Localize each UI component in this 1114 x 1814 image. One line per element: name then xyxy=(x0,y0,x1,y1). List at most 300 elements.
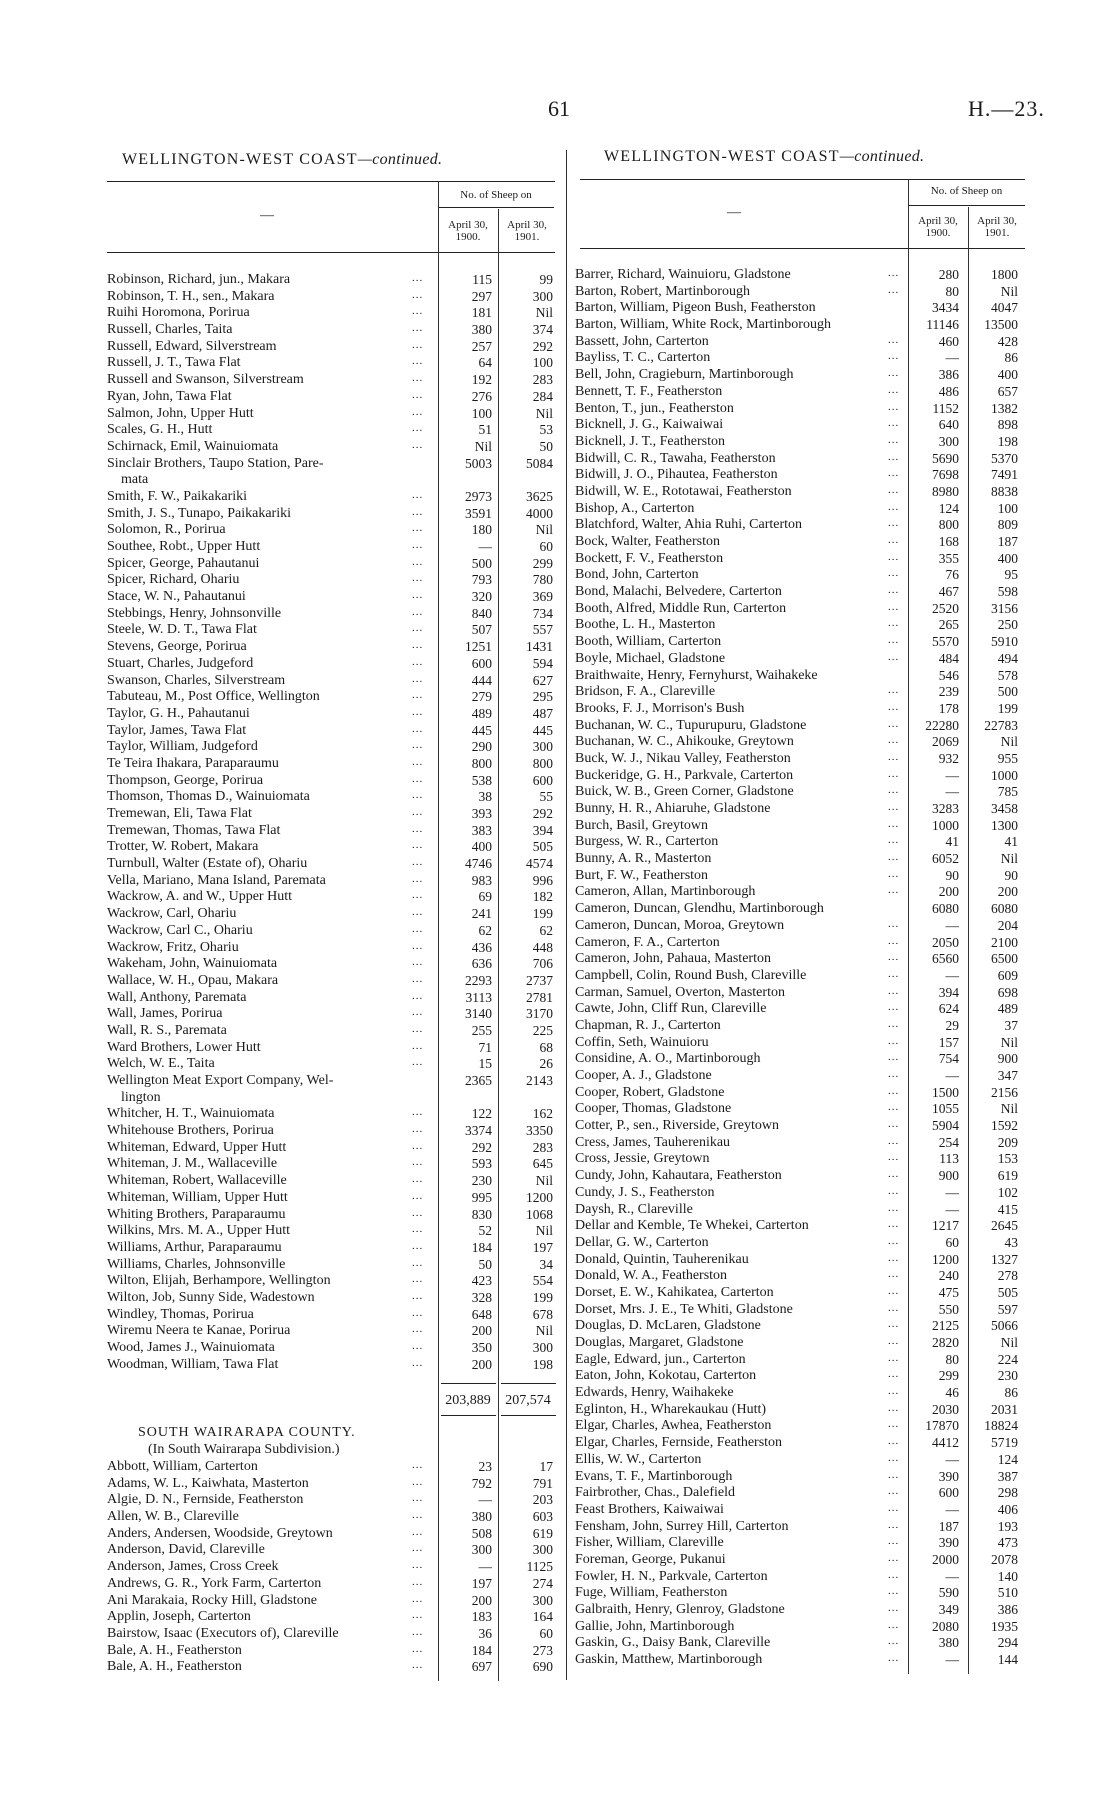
dot-leader: ... xyxy=(888,283,900,296)
sheep-1901: 645 xyxy=(532,1156,553,1172)
dot-leader: ... xyxy=(888,1017,900,1030)
sheep-1900: 489 xyxy=(471,705,492,721)
dot-leader: ... xyxy=(888,1218,900,1231)
table-row xyxy=(107,1643,557,1660)
owner-name: Campbell, Colin, Round Bush, Clareville xyxy=(575,967,807,983)
dot-leader: ... xyxy=(888,550,900,563)
dot-leader: ... xyxy=(412,272,424,284)
sheep-1900: 122 xyxy=(471,1106,492,1122)
sheep-1901: 43 xyxy=(1004,1234,1018,1250)
table-row xyxy=(575,1318,1025,1335)
sheep-1900: 349 xyxy=(938,1602,959,1617)
dot-leader: ... xyxy=(412,1289,424,1302)
table-row xyxy=(575,1068,1025,1085)
owner-name: Williams, Arthur, Paraparaumu xyxy=(107,1239,282,1255)
table-row xyxy=(575,1268,1025,1285)
dot-leader: ... xyxy=(888,1001,900,1014)
dot-leader: ... xyxy=(888,1518,900,1531)
right-table-body xyxy=(575,267,1025,1669)
table-row xyxy=(107,1476,557,1493)
owner-name: Steele, W. D. T., Tawa Flat xyxy=(107,622,257,638)
dot-leader: ... xyxy=(412,488,424,501)
sheep-1900: 400 xyxy=(471,839,492,855)
sheep-1901: 400 xyxy=(997,367,1018,383)
table-row xyxy=(107,1257,557,1274)
dot-leader: ... xyxy=(412,1106,424,1119)
sheep-1901: 68 xyxy=(539,1039,553,1055)
dot-leader: ... xyxy=(888,1251,900,1264)
dot-leader: ... xyxy=(412,505,424,518)
sheep-1901: 26 xyxy=(539,1056,553,1072)
sheep-1900: 2973 xyxy=(465,488,492,504)
sheep-1901: Nil xyxy=(535,405,553,421)
owner-name: Cameron, John, Pahaua, Masterton xyxy=(575,951,771,967)
owner-name: Anders, Andersen, Woodside, Greytown xyxy=(107,1525,333,1541)
owner-name: Fisher, William, Clareville xyxy=(575,1535,724,1551)
owner-name: Anderson, David, Clareville xyxy=(107,1542,265,1558)
table-row xyxy=(107,973,557,990)
total-1901: 207,574 xyxy=(505,1393,551,1408)
sheep-1900: 200 xyxy=(471,1356,492,1372)
table-row xyxy=(575,451,1025,468)
dot-leader: ... xyxy=(888,567,900,580)
sheep-1900: 754 xyxy=(938,1051,959,1067)
owner-name: Donald, Quintin, Tauherenikau xyxy=(575,1251,749,1267)
dot-leader: ... xyxy=(888,1068,900,1080)
dot-leader: ... xyxy=(412,739,424,752)
dot-leader: ... xyxy=(412,388,424,401)
sheep-1901: 140 xyxy=(997,1568,1018,1584)
sheep-1900: 3113 xyxy=(465,989,492,1005)
sheep-1901: 187 xyxy=(997,534,1018,549)
owner-name: Bockett, F. V., Featherston xyxy=(575,550,724,566)
dot-leader: ... xyxy=(412,1239,424,1252)
dot-leader: ... xyxy=(888,1118,900,1131)
table-row xyxy=(107,1006,557,1023)
dot-leader: ... xyxy=(412,572,424,585)
table-row xyxy=(107,1106,557,1123)
dot-leader: ... xyxy=(888,1385,900,1398)
table-row xyxy=(575,1452,1025,1469)
dot-leader: ... xyxy=(412,1206,424,1219)
owner-name: Burch, Basil, Greytown xyxy=(575,817,708,833)
table-row xyxy=(575,1185,1025,1202)
group-header: No. of Sheep on xyxy=(460,189,532,201)
sheep-1901: 197 xyxy=(532,1239,553,1255)
sheep-1901: 734 xyxy=(532,605,553,621)
owner-name: Dellar and Kemble, Te Whekei, Carterton xyxy=(575,1218,809,1234)
owner-name: Eglinton, H., Wharekaukau (Hutt) xyxy=(575,1401,767,1417)
table-row xyxy=(575,317,1025,334)
table-row xyxy=(575,918,1025,935)
table-row xyxy=(575,884,1025,901)
sheep-1900: 80 xyxy=(945,1351,959,1367)
sheep-1901: 224 xyxy=(997,1351,1018,1367)
dot-leader: ... xyxy=(888,1151,900,1164)
dot-leader: ... xyxy=(412,1039,424,1052)
owner-name: Whiteman, Robert, Wallaceville xyxy=(107,1173,287,1189)
table-row xyxy=(575,834,1025,851)
sheep-1900: 793 xyxy=(471,572,492,588)
sheep-1900: 1217 xyxy=(932,1218,959,1234)
dot-leader: ... xyxy=(412,1492,424,1505)
dot-leader: ... xyxy=(888,951,900,964)
group-header: No. of Sheep on xyxy=(930,185,1003,197)
sheep-1900: — xyxy=(478,1559,492,1575)
sheep-1901: 1068 xyxy=(526,1206,553,1222)
table-row xyxy=(575,1485,1025,1502)
sheep-1901: 406 xyxy=(997,1501,1018,1517)
table-row xyxy=(107,1240,557,1257)
sheep-1901: 3625 xyxy=(526,488,553,504)
table-row xyxy=(575,367,1025,384)
dot-leader: ... xyxy=(888,1351,900,1364)
dot-leader: ... xyxy=(888,1368,900,1381)
sheep-1900: 183 xyxy=(471,1609,492,1625)
sheep-1900: 995 xyxy=(471,1189,492,1205)
owner-name: Welch, W. E., Taita xyxy=(107,1056,215,1072)
owner-name: Daysh, R., Clareville xyxy=(575,1201,693,1217)
dot-leader: ... xyxy=(888,1134,900,1147)
owner-name: Whiteman, J. M., Wallaceville xyxy=(107,1156,278,1172)
table-row xyxy=(575,1035,1025,1052)
sheep-1901: 284 xyxy=(532,388,553,404)
table-row xyxy=(575,751,1025,768)
owner-name: Douglas, Margaret, Gladstone xyxy=(575,1335,744,1350)
sheep-1900: 240 xyxy=(938,1268,959,1284)
owner-name: Russell, J. T., Tawa Flat xyxy=(107,355,241,371)
sheep-1900: 300 xyxy=(471,1542,492,1558)
table-row xyxy=(107,689,557,706)
sheep-1900: — xyxy=(945,1068,959,1083)
col2-line2: 1901. xyxy=(984,227,1010,239)
dot-leader: ... xyxy=(412,372,424,385)
owner-name: Wilton, Elijah, Berhampore, Wellington xyxy=(107,1273,331,1289)
dot-leader: ... xyxy=(412,1006,424,1019)
sheep-1900: 538 xyxy=(471,772,492,788)
sheep-1900: 648 xyxy=(471,1306,492,1322)
sheep-1900: 600 xyxy=(938,1485,959,1501)
sheep-1900: 475 xyxy=(938,1284,959,1300)
dot-leader: ... xyxy=(412,1542,424,1555)
dot-leader: ... xyxy=(888,1652,900,1665)
sheep-1900: 200 xyxy=(938,884,959,900)
table-row xyxy=(107,706,557,723)
table-row xyxy=(575,1619,1025,1636)
owner-name: Bayliss, T. C., Carterton xyxy=(575,350,711,366)
sheep-1901: 5719 xyxy=(991,1435,1018,1451)
owner-name: Tremewan, Eli, Tawa Flat xyxy=(107,806,252,821)
dot-leader: ... xyxy=(412,1592,424,1605)
sheep-1901: 250 xyxy=(997,617,1018,633)
owner-name: Barrer, Richard, Wainuioru, Gladstone xyxy=(575,267,791,282)
dot-leader: ... xyxy=(888,1234,900,1247)
owner-name: Bairstow, Isaac (Executors of), Clareville xyxy=(107,1625,339,1641)
owner-name: Blatchford, Walter, Ahia Ruhi, Carterton xyxy=(575,517,803,533)
table-row xyxy=(107,990,557,1007)
owner-name: Booth, Alfred, Middle Run, Carterton xyxy=(575,600,787,616)
dot-leader: ... xyxy=(888,333,900,346)
owner-name: Ryan, John, Tawa Flat xyxy=(107,388,232,404)
dot-leader: ... xyxy=(412,1609,424,1622)
dot-leader: ... xyxy=(888,700,900,713)
table-row xyxy=(107,1190,557,1207)
sheep-1900: 355 xyxy=(938,550,959,566)
owner-name: Cameron, Allan, Martinborough xyxy=(575,884,756,900)
sheep-1901: 415 xyxy=(997,1201,1018,1217)
sheep-1901: 13500 xyxy=(984,317,1018,333)
table-row xyxy=(575,1569,1025,1586)
owner-name: Ellis, W. W., Carterton xyxy=(575,1451,702,1467)
owner-name: Eaton, John, Kokotau, Carterton xyxy=(575,1368,757,1384)
sheep-1900: 320 xyxy=(471,589,492,605)
sheep-1901: 100 xyxy=(997,500,1018,516)
sheep-1901: Nil xyxy=(1000,283,1018,299)
sheep-1900: 36 xyxy=(478,1625,492,1641)
sheep-1900: 550 xyxy=(938,1301,959,1317)
sheep-1900: 486 xyxy=(938,383,959,399)
owner-name: Ruihi Horomona, Porirua xyxy=(107,305,250,321)
sheep-1901: 374 xyxy=(532,322,553,338)
sheep-1900: 383 xyxy=(471,822,492,838)
section-subheading: (In South Wairarapa Subdivision.) xyxy=(148,1442,340,1457)
owner-name: Considine, A. O., Martinborough xyxy=(575,1051,761,1067)
sheep-1901: 100 xyxy=(532,355,553,371)
sheep-1900: 178 xyxy=(938,700,959,716)
sheep-1900: 2080 xyxy=(932,1618,959,1634)
sheep-1900: 4412 xyxy=(932,1435,959,1451)
sheep-1901: 3350 xyxy=(526,1123,553,1139)
table-row xyxy=(575,1585,1025,1602)
sheep-1900: 200 xyxy=(471,1323,492,1339)
table-row xyxy=(107,1023,557,1040)
table-row xyxy=(575,267,1025,284)
owner-name: Carman, Samuel, Overton, Masterton xyxy=(575,984,785,1000)
sheep-1901: 505 xyxy=(532,839,553,855)
sheep-1900: 593 xyxy=(471,1156,492,1172)
owner-name: Wilton, Job, Sunny Side, Wadestown xyxy=(107,1289,315,1305)
sheep-1900: 1000 xyxy=(932,817,959,833)
owner-name: Wall, Anthony, Paremata xyxy=(107,989,247,1005)
table-row xyxy=(575,651,1025,668)
dot-leader: ... xyxy=(412,405,424,418)
table-row xyxy=(107,1290,557,1307)
owner-name: Cress, James, Tauherenikau xyxy=(575,1134,731,1150)
sheep-1900: 157 xyxy=(938,1034,959,1050)
dot-leader: ... xyxy=(412,655,424,668)
owner-name: Fensham, John, Surrey Hill, Carterton xyxy=(575,1518,789,1534)
owner-name: Buchanan, W. C., Ahikouke, Greytown xyxy=(575,734,794,750)
owner-name: Wiremu Neera te Kanae, Porirua xyxy=(107,1323,291,1339)
owner-name: Cooper, Thomas, Gladstone xyxy=(575,1101,732,1117)
sheep-1900: 6052 xyxy=(932,851,959,867)
dot-leader: ... xyxy=(888,784,900,797)
table-row xyxy=(107,355,557,372)
sheep-1900: 3434 xyxy=(932,300,959,316)
owner-name: Cotter, P., sen., Riverside, Greytown xyxy=(575,1118,779,1134)
table-row xyxy=(575,334,1025,351)
dot-leader: ... xyxy=(412,1575,424,1588)
table-row xyxy=(575,985,1025,1002)
sheep-1901: 4047 xyxy=(991,300,1018,316)
dot-leader: ... xyxy=(412,906,424,919)
owner-name: Solomon, R., Porirua xyxy=(107,522,226,538)
sheep-1901: 598 xyxy=(997,584,1018,600)
sheep-1901: 60 xyxy=(539,1625,553,1641)
owner-name: Wall, R. S., Paremata xyxy=(107,1022,227,1038)
dot-leader: ... xyxy=(888,867,900,880)
dot-leader: ... xyxy=(888,1084,900,1097)
sheep-1901: 6080 xyxy=(991,901,1018,917)
dot-leader: ... xyxy=(412,872,424,885)
sheep-1901: 678 xyxy=(532,1306,553,1322)
sheep-1900: 15 xyxy=(478,1056,492,1072)
owner-name: Taylor, James, Tawa Flat xyxy=(107,722,247,738)
table-row xyxy=(575,434,1025,451)
sheep-1901: 2737 xyxy=(526,972,553,988)
sheep-1900: 546 xyxy=(938,667,959,683)
sheep-1901: 400 xyxy=(997,550,1018,566)
table-row xyxy=(575,1051,1025,1068)
owner-name: Gallie, John, Martinborough xyxy=(575,1618,735,1634)
sheep-1901: 473 xyxy=(997,1535,1018,1551)
dot-leader: ... xyxy=(888,1501,900,1514)
document-reference: H.—23. xyxy=(968,96,1045,121)
sheep-1900: — xyxy=(945,1501,959,1517)
sheep-1900: 590 xyxy=(938,1585,959,1601)
sheep-1901: 597 xyxy=(997,1301,1018,1317)
sheep-1900: — xyxy=(945,1451,959,1467)
sheep-1900: 60 xyxy=(945,1234,959,1250)
table-row xyxy=(575,684,1025,701)
table-row xyxy=(107,1056,557,1073)
dot-leader: ... xyxy=(412,856,424,869)
dot-leader: ... xyxy=(888,1168,900,1181)
owner-name: Anderson, James, Cross Creek xyxy=(107,1559,279,1575)
table-row xyxy=(575,784,1025,801)
sheep-1901: 198 xyxy=(532,1356,553,1372)
owner-name: Gaskin, G., Daisy Bank, Clareville xyxy=(575,1635,771,1651)
owner-name: Wellington Meat Export Company, Wel- xyxy=(107,1073,334,1088)
dot-leader: ... xyxy=(412,772,424,785)
sheep-1900: 390 xyxy=(938,1468,959,1484)
table-row xyxy=(107,1340,557,1357)
sheep-1901: 394 xyxy=(532,822,553,838)
table-row xyxy=(107,1542,557,1559)
sheep-1900: 23 xyxy=(478,1459,492,1474)
table-row xyxy=(575,484,1025,501)
sheep-1901: 198 xyxy=(997,433,1018,449)
dot-leader: ... xyxy=(412,1340,424,1352)
sheep-1901: 554 xyxy=(532,1273,553,1289)
owner-name: Barton, Robert, Martinborough xyxy=(575,283,750,299)
sheep-1900: 380 xyxy=(471,1509,492,1525)
sheep-1901: 55 xyxy=(539,789,553,805)
sheep-1900: 2293 xyxy=(465,972,492,988)
sheep-1901: Nil xyxy=(1000,1101,1018,1117)
table-row xyxy=(575,501,1025,518)
owner-name: Wall, James, Porirua xyxy=(107,1006,223,1022)
dot-leader: ... xyxy=(888,500,900,513)
owner-name: Galbraith, Henry, Glenroy, Gladstone xyxy=(575,1602,785,1617)
owner-name: Woodman, William, Tawa Flat xyxy=(107,1356,279,1372)
sheep-1901: 295 xyxy=(532,689,553,705)
owner-name: Fairbrother, Chas., Dalefield xyxy=(575,1485,736,1501)
sheep-1901: 60 xyxy=(539,539,553,554)
sheep-1900: 50 xyxy=(478,1256,492,1272)
table-row xyxy=(575,350,1025,367)
dot-leader: ... xyxy=(888,1051,900,1064)
owner-name: Buchanan, W. C., Tupurupuru, Gladstone xyxy=(575,717,807,733)
sheep-1901: 50 xyxy=(539,438,553,454)
sheep-1901: 2156 xyxy=(991,1084,1018,1100)
owner-name: Bond, Malachi, Belvedere, Carterton xyxy=(575,584,782,600)
owner-name: Boothe, L. H., Masterton xyxy=(575,617,716,633)
sheep-1900: 230 xyxy=(471,1173,492,1189)
sheep-1901: 203 xyxy=(532,1492,553,1508)
sheep-1901: 199 xyxy=(532,906,553,922)
dot-leader: ... xyxy=(888,367,900,380)
dot-leader: ... xyxy=(412,705,424,718)
dot-leader: ... xyxy=(888,483,900,496)
table-row xyxy=(575,901,1025,918)
sheep-1900: — xyxy=(945,350,959,366)
dot-leader: ... xyxy=(888,517,900,530)
sheep-1900: — xyxy=(945,1652,959,1668)
owner-name: Swanson, Charles, Silverstream xyxy=(107,672,286,688)
dot-leader: ... xyxy=(888,750,900,763)
sheep-1901: 698 xyxy=(997,984,1018,1000)
south-wairarapa-table-body xyxy=(107,1459,557,1676)
sheep-1900: 100 xyxy=(471,405,492,421)
dot-leader: ... xyxy=(412,1509,424,1522)
dot-leader: ... xyxy=(412,889,424,902)
sheep-1900: 1055 xyxy=(932,1101,959,1117)
table-row xyxy=(575,1502,1025,1519)
table-row xyxy=(575,701,1025,718)
owner-name: Bicknell, J. T., Featherston xyxy=(575,433,725,449)
sheep-1900: — xyxy=(945,1568,959,1584)
sheep-1900: 380 xyxy=(471,322,492,338)
owner-name: Bidwill, C. R., Tawaha, Featherston xyxy=(575,450,776,466)
dot-leader: ... xyxy=(412,288,424,301)
dot-leader: ... xyxy=(412,956,424,969)
col-header-1900 xyxy=(438,219,498,243)
sheep-1900: 636 xyxy=(471,956,492,972)
sheep-1900: Nil xyxy=(474,438,492,454)
sheep-1901: 4000 xyxy=(526,505,553,521)
sheep-1900: 932 xyxy=(938,750,959,766)
sheep-1901: 2781 xyxy=(526,989,553,1005)
sheep-1901: 90 xyxy=(1004,867,1018,883)
sheep-1901: 300 xyxy=(532,1592,553,1608)
owner-name: Bunny, H. R., Ahiaruhe, Gladstone xyxy=(575,801,771,816)
dot-leader: ... xyxy=(412,1642,424,1655)
dot-leader: ... xyxy=(412,989,424,1002)
sheep-1900: — xyxy=(945,967,959,983)
owner-name: Applin, Joseph, Carterton xyxy=(107,1609,251,1625)
sheep-1901: 578 xyxy=(997,667,1018,683)
sheep-1901: 164 xyxy=(532,1609,553,1625)
owner-name: Robinson, T. H., sen., Makara xyxy=(107,288,275,304)
owner-name: Benton, T., jun., Featherston xyxy=(575,400,734,416)
dot-leader: ... xyxy=(888,917,900,930)
sheep-1901: Nil xyxy=(535,1173,553,1189)
sheep-1900: 840 xyxy=(471,605,492,621)
sheep-1901: 99 xyxy=(539,272,553,287)
sheep-1901: 18824 xyxy=(984,1418,1018,1434)
sheep-1901: 594 xyxy=(532,655,553,671)
